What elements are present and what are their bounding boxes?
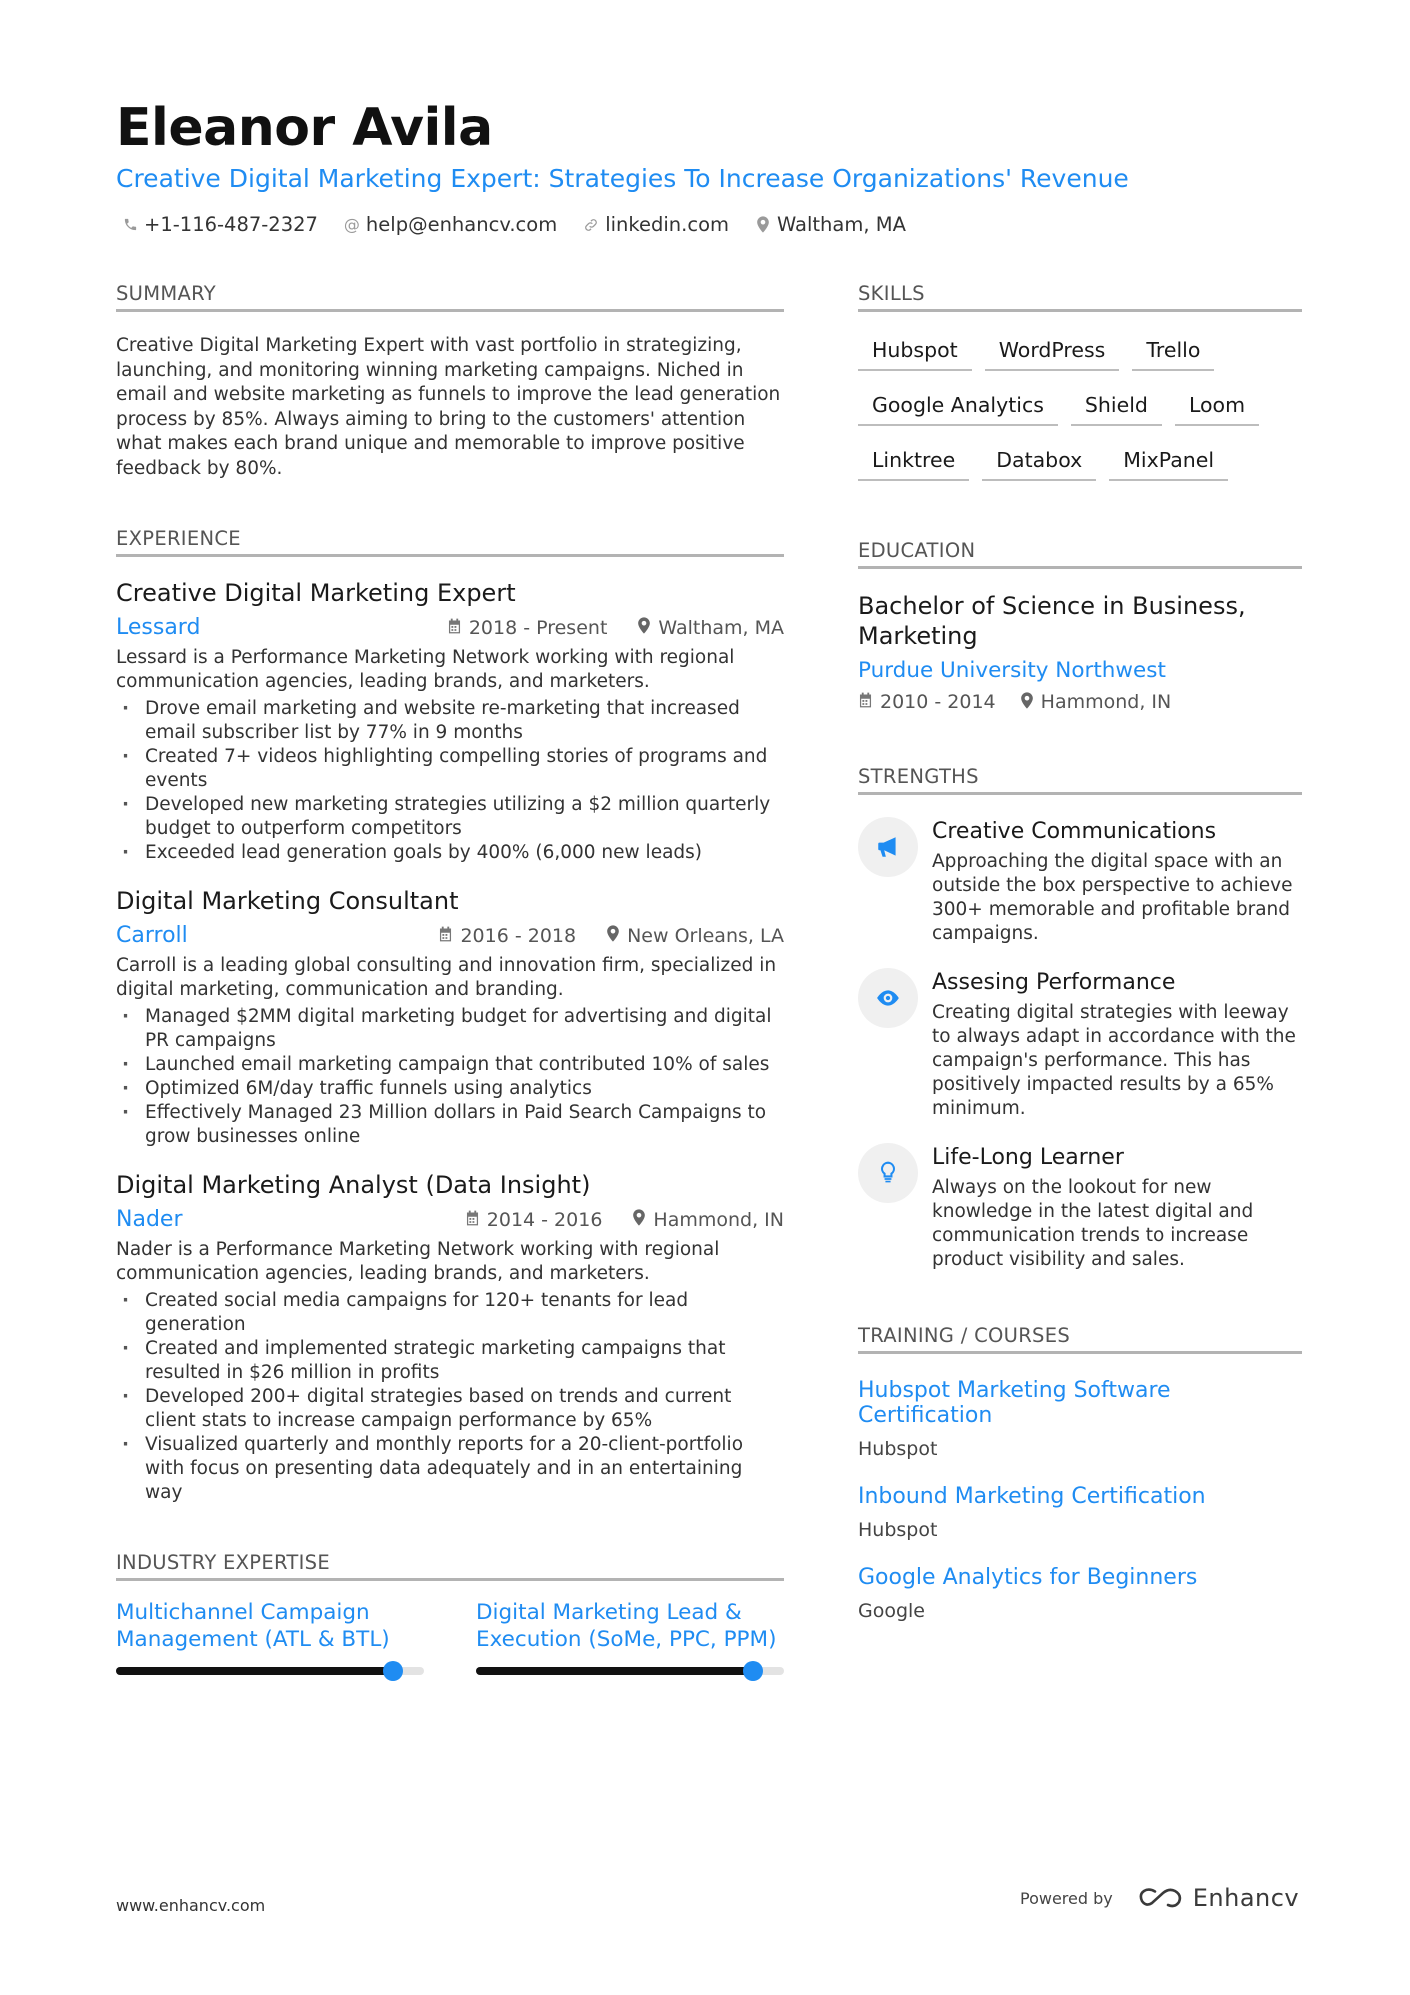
skill-tag: Loom (1175, 388, 1259, 426)
candidate-name: Eleanor Avila (116, 98, 493, 158)
job-title: Digital Marketing Analyst (Data Insight) (116, 1171, 591, 1199)
degree-title: Bachelor of Science in Business, Marketing (858, 592, 1246, 650)
job-location (632, 1209, 784, 1231)
location-pin-icon (1020, 692, 1034, 713)
course-title[interactable]: Inbound Marketing Certification (858, 1484, 1206, 1509)
strengths-section (858, 765, 1302, 1272)
eye-icon (858, 968, 918, 1028)
strength-title: Life-Long Learner (932, 1145, 1124, 1170)
skills-heading: SKILLS (858, 282, 1302, 312)
contact-phone[interactable] (122, 213, 318, 236)
skill-tag: Linktree (858, 443, 969, 481)
skill-tag: Google Analytics (858, 388, 1058, 426)
job-dates (465, 1209, 603, 1231)
strength-title: Creative Communications (932, 819, 1217, 844)
course-provider: Hubspot (858, 1438, 938, 1460)
contact-linkedin[interactable] (583, 213, 729, 236)
linkedin-text: linkedin.com (605, 213, 729, 236)
job-title: Digital Marketing Consultant (116, 887, 459, 915)
strength-description: Approaching the digital space with an outside the box perspective to achieve 300+ memorable and profitable brand campaigns. (932, 851, 1293, 944)
job-bullet: · Managed $2MM digital marketing budget for advertising and digital PR campaigns (116, 1005, 784, 1053)
job-bullet: · Developed 200+ digital strategies based on trends and current client stats to increase campaign performance by 65% (116, 1385, 784, 1433)
calendar-icon (438, 926, 453, 946)
summary-section (116, 282, 784, 481)
company-name[interactable]: Lessard (116, 615, 201, 640)
job-meta (116, 615, 784, 640)
strengths-heading: STRENGTHS (858, 765, 1302, 795)
job-dates-text: 2016 - 2018 (460, 924, 577, 947)
industry-expertise-heading: INDUSTRY EXPERTISE (116, 1551, 784, 1581)
job-meta (116, 1207, 784, 1232)
job-bullet: · Developed new marketing strategies utilizing a $2 million quarterly budget to outperform competitors (116, 793, 784, 841)
course-item (858, 1378, 1302, 1460)
phone-icon (122, 217, 138, 232)
location-pin-icon (632, 1209, 646, 1230)
strength-item (858, 817, 1302, 946)
job-bullet: · Created social media campaigns for 120+ tenants for lead generation (116, 1289, 784, 1337)
job-bullet: · Exceeded lead generation goals by 400% (6,000 new leads) (116, 841, 784, 865)
job-dates (447, 617, 608, 639)
job-bullet: · Effectively Managed 23 Million dollars in Paid Search Campaigns to grow businesses online (116, 1101, 784, 1149)
course-item (858, 1484, 1302, 1541)
expertise-item (476, 1599, 784, 1675)
course-provider: Google (858, 1600, 926, 1622)
enhancv-brand-text: Enhancv (1192, 1884, 1300, 1912)
enhancv-logo[interactable] (1137, 1884, 1299, 1912)
candidate-headline: Creative Digital Marketing Expert: Strategies To Increase Organizations' Revenue (116, 164, 1129, 193)
lightbulb-icon (858, 1143, 918, 1203)
education-dates (858, 691, 996, 713)
contact-row (122, 213, 906, 236)
education-meta (858, 691, 1302, 713)
job-entry (116, 887, 784, 1149)
job-description: Nader is a Performance Marketing Network working with regional communication agencies, leading brands, and marketers. (116, 1239, 720, 1284)
job-entry (116, 579, 784, 865)
expertise-item (116, 1599, 424, 1675)
skills-list (858, 333, 1302, 481)
contact-email[interactable] (344, 213, 557, 236)
contact-location (755, 213, 906, 236)
calendar-icon (447, 618, 462, 638)
strength-item (858, 1143, 1302, 1272)
education-location (1020, 691, 1172, 713)
job-bullets (116, 1005, 784, 1149)
megaphone-icon (858, 817, 918, 877)
enhancv-logo-icon (1137, 1885, 1185, 1911)
strength-item (858, 968, 1302, 1121)
at-icon: @ (343, 215, 360, 234)
left-column (116, 282, 784, 1675)
skill-tag: Databox (982, 443, 1096, 481)
course-title[interactable]: Hubspot Marketing Software Certification (858, 1378, 1171, 1428)
school-name[interactable]: Purdue University Northwest (858, 658, 1166, 683)
calendar-icon (858, 692, 873, 712)
education-section (858, 539, 1302, 713)
job-dates (438, 925, 576, 947)
job-bullet: · Created 7+ videos highlighting compelling stories of programs and events (116, 745, 784, 793)
job-location-text: New Orleans, LA (627, 924, 784, 947)
industry-expertise-grid (116, 1599, 784, 1675)
footer-website[interactable]: www.enhancv.com (116, 1896, 266, 1915)
job-location (606, 925, 784, 947)
education-location-text: Hammond, IN (1040, 691, 1172, 713)
expertise-level-bar (116, 1667, 424, 1675)
job-description: Lessard is a Performance Marketing Network working with regional communication agencies, leading brands, and marketers. (116, 647, 735, 692)
expertise-level-knob (743, 1661, 763, 1681)
phone-text: +1-116-487-2327 (144, 213, 318, 236)
calendar-icon (465, 1210, 480, 1230)
location-pin-icon (755, 216, 771, 233)
expertise-level-fill (476, 1667, 753, 1675)
job-title: Creative Digital Marketing Expert (116, 579, 516, 607)
email-text: help@enhancv.com (365, 213, 558, 236)
skill-tag: Shield (1071, 388, 1162, 426)
skill-tag: Hubspot (858, 333, 972, 371)
experience-heading: EXPERIENCE (116, 527, 784, 557)
company-name[interactable]: Carroll (116, 923, 188, 948)
expertise-level-fill (116, 1667, 393, 1675)
industry-expertise-section (116, 1551, 784, 1675)
job-bullet: · Created and implemented strategic marketing campaigns that resulted in $26 million in profits (116, 1337, 784, 1385)
skill-tag: Trello (1132, 333, 1214, 371)
training-section (858, 1324, 1302, 1622)
education-dates-text: 2010 - 2014 (880, 691, 996, 713)
job-dates-text: 2014 - 2016 (486, 1208, 603, 1231)
job-dates-text: 2018 - Present (468, 616, 608, 639)
link-icon (583, 217, 599, 233)
job-bullets (116, 697, 784, 865)
strength-title: Assesing Performance (932, 970, 1176, 995)
job-location-text: Waltham, MA (658, 616, 784, 639)
expertise-level-knob (383, 1661, 403, 1681)
job-bullet: · Drove email marketing and website re-marketing that increased email subscriber list by 77% in 9 months (116, 697, 784, 745)
job-description: Carroll is a leading global consulting and innovation firm, specialized in digital marketing, communication and branding. (116, 955, 777, 1000)
course-title[interactable]: Google Analytics for Beginners (858, 1565, 1198, 1590)
right-column (858, 282, 1302, 1622)
course-item (858, 1565, 1302, 1622)
job-bullets (116, 1289, 784, 1505)
location-pin-icon (606, 925, 620, 946)
job-meta (116, 923, 784, 948)
job-location-text: Hammond, IN (653, 1208, 784, 1231)
job-bullet: · Optimized 6M/day traffic funnels using analytics (116, 1077, 784, 1101)
location-pin-icon (637, 617, 651, 638)
expertise-label: Digital Marketing Lead & Execution (SoMe, PPC, PPM) (476, 1600, 777, 1652)
experience-section (116, 527, 784, 1505)
job-location (637, 617, 784, 639)
location-text: Waltham, MA (777, 213, 906, 236)
job-bullet: · Visualized quarterly and monthly reports for a 20-client-portfolio with focus on presenting data adequately and in an entertaining way (116, 1433, 784, 1505)
skill-tag: WordPress (985, 333, 1120, 371)
strength-description: Always on the lookout for new knowledge in the latest digital and communication trends to increase product visibility and sales. (932, 1177, 1254, 1270)
education-heading: EDUCATION (858, 539, 1302, 569)
company-name[interactable]: Nader (116, 1207, 183, 1232)
powered-by-text: Powered by (1020, 1888, 1113, 1908)
summary-heading: SUMMARY (116, 282, 784, 312)
job-entry (116, 1171, 784, 1505)
course-provider: Hubspot (858, 1519, 938, 1541)
summary-text: Creative Digital Marketing Expert with vast portfolio in strategizing, launching, and monitoring winning marketing campaigns. Niched in email and website marketing as funnels to improve the lead generation process by 85%. Always aiming to bring to the customers' attention what makes each brand unique and memorable to improve positive feedback by 80%. (116, 335, 781, 479)
strength-description: Creating digital strategies with leeway to always adapt in accordance with the campaign's performance. This has positively impacted results by a 65% minimum. (932, 1002, 1296, 1119)
expertise-label: Multichannel Campaign Management (ATL & BTL) (116, 1600, 390, 1652)
expertise-level-bar (476, 1667, 784, 1675)
job-bullet: · Launched email marketing campaign that contributed 10% of sales (116, 1053, 784, 1077)
skills-section (858, 282, 1302, 481)
skill-tag: MixPanel (1109, 443, 1228, 481)
footer-branding (1020, 1884, 1299, 1912)
training-heading: TRAINING / COURSES (858, 1324, 1302, 1354)
